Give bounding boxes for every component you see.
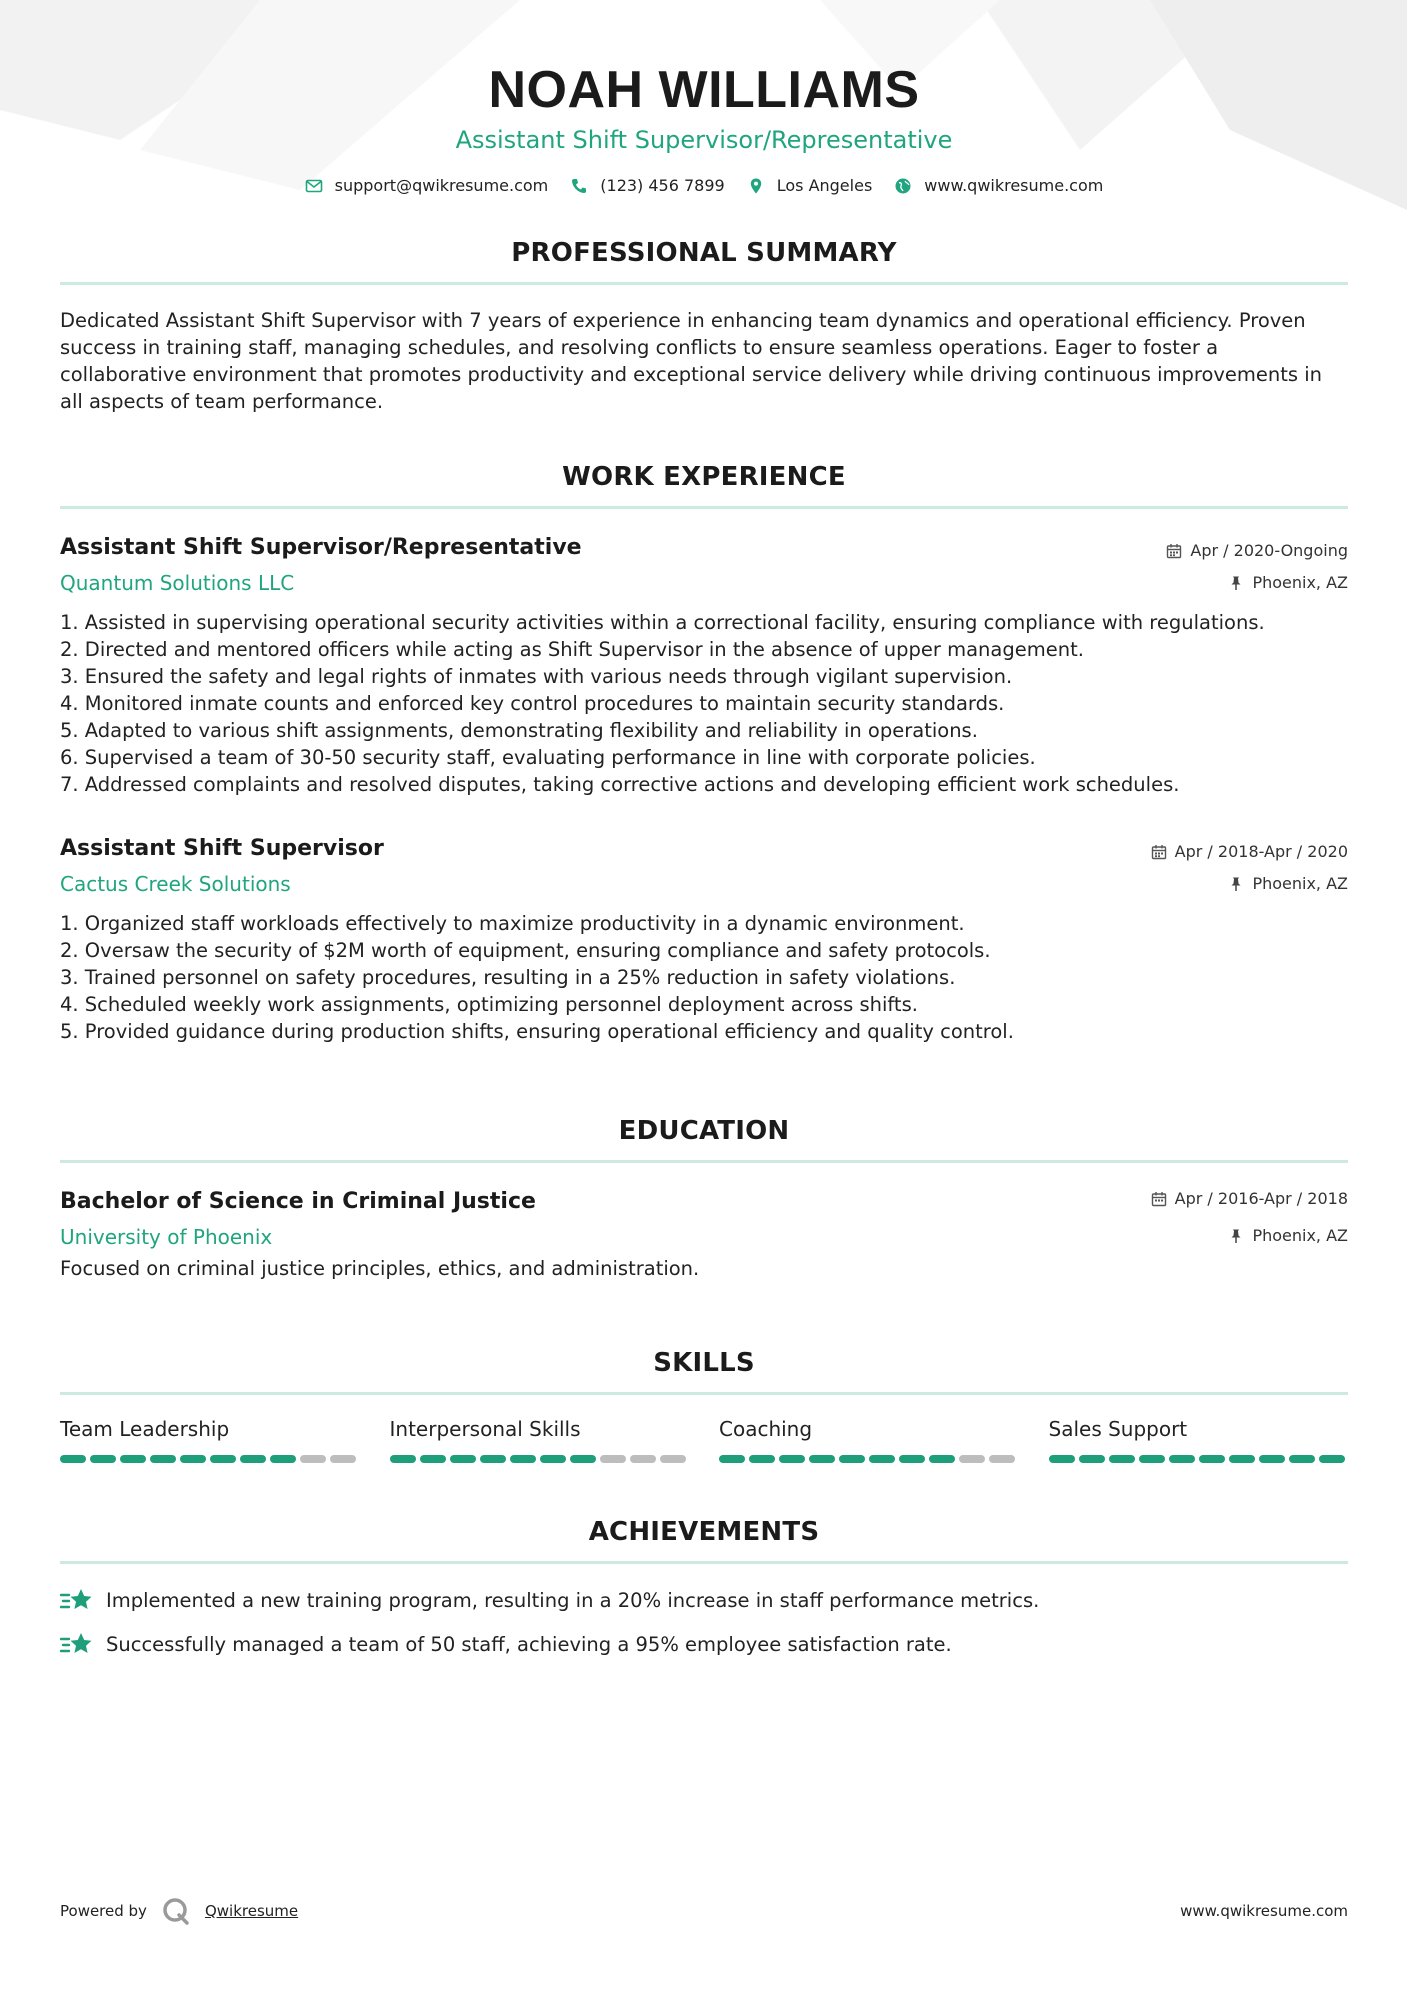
achievement-text: Implemented a new training program, resulting in a 20% increase in staff performance metrics.	[106, 1588, 1040, 1612]
skill-segment-filled	[450, 1455, 476, 1463]
skill-segment-filled	[1319, 1455, 1345, 1463]
skill-item	[719, 1415, 1019, 1463]
job-duties	[60, 910, 1348, 1045]
summary-section	[60, 236, 1348, 415]
footer-website[interactable]: www.qwikresume.com	[1180, 1902, 1348, 1920]
skill-segment-filled	[420, 1455, 446, 1463]
achievement-text: Successfully managed a team of 50 staff, achieving a 95% employee satisfaction rate.	[106, 1632, 952, 1656]
contact-email[interactable]	[305, 176, 549, 195]
star-icon	[60, 1629, 94, 1659]
education-divider	[60, 1160, 1348, 1163]
summary-divider	[60, 282, 1348, 285]
skill-segment-empty	[660, 1455, 686, 1463]
skill-segment-empty	[630, 1455, 656, 1463]
skill-segment-filled	[1199, 1455, 1225, 1463]
skill-segment-filled	[779, 1455, 805, 1463]
phone-text: (123) 456 7899	[600, 176, 725, 195]
achievements-divider	[60, 1561, 1348, 1564]
contact-phone[interactable]	[570, 176, 724, 195]
skill-segment-filled	[809, 1455, 835, 1463]
skill-segment-filled	[390, 1455, 416, 1463]
globe-icon	[894, 177, 912, 195]
list-item	[60, 1622, 1348, 1666]
skills-divider	[60, 1392, 1348, 1395]
skill-segment-empty	[330, 1455, 356, 1463]
job-location	[1228, 874, 1348, 893]
brand-link[interactable]: Qwikresume	[204, 1902, 299, 1920]
powered-by-label: Powered by	[60, 1902, 147, 1920]
education-dates	[1151, 1189, 1348, 1208]
achievements-section	[60, 1515, 1348, 1666]
education-heading: EDUCATION	[618, 1116, 790, 1146]
list-item: 1. Assisted in supervising operational security activities within a correctional facility, ensuring compliance with regulations.	[60, 611, 1265, 634]
education-description: Focused on criminal justice principles, ethics, and administration.	[60, 1257, 700, 1280]
skill-segment-filled	[749, 1455, 775, 1463]
skill-segment-filled	[510, 1455, 536, 1463]
summary-heading: PROFESSIONAL SUMMARY	[511, 238, 897, 268]
experience-divider	[60, 506, 1348, 509]
skill-level-bar	[719, 1455, 1019, 1463]
skill-segment-empty	[600, 1455, 626, 1463]
contact-website[interactable]	[894, 176, 1103, 195]
school-name: University of Phoenix	[60, 1225, 273, 1249]
skill-level-bar	[1049, 1455, 1349, 1463]
job-title: Assistant Shift Supervisor/Representative	[60, 535, 582, 560]
education-location	[1228, 1226, 1348, 1245]
job-location-text: Phoenix, AZ	[1252, 874, 1348, 893]
website-text: www.qwikresume.com	[924, 176, 1104, 195]
skill-segment-filled	[899, 1455, 925, 1463]
list-item: 2. Directed and mentored officers while acting as Shift Supervisor in the absence of upper management.	[60, 638, 1084, 661]
education-entry	[60, 1187, 1348, 1282]
skill-segment-filled	[210, 1455, 236, 1463]
list-item: 3. Trained personnel on safety procedures, resulting in a 25% reduction in safety violations.	[60, 966, 956, 989]
list-item: 6. Supervised a team of 30-50 security staff, evaluating performance in line with corporate policies.	[60, 746, 1036, 769]
envelope-icon	[305, 177, 323, 195]
location-text: Los Angeles	[776, 176, 873, 195]
skill-level-bar	[390, 1455, 690, 1463]
job-location-text: Phoenix, AZ	[1252, 573, 1348, 592]
skill-segment-filled	[90, 1455, 116, 1463]
candidate-title: Assistant Shift Supervisor/Representative	[455, 126, 953, 154]
skill-segment-filled	[1229, 1455, 1255, 1463]
qwikresume-logo-icon	[161, 1896, 191, 1926]
skill-segment-filled	[1289, 1455, 1315, 1463]
skill-segment-filled	[180, 1455, 206, 1463]
experience-heading: WORK EXPERIENCE	[562, 462, 846, 492]
job-title: Assistant Shift Supervisor	[60, 836, 384, 861]
calendar-icon	[1151, 1191, 1167, 1207]
skill-segment-filled	[1049, 1455, 1075, 1463]
job-location	[1228, 573, 1348, 592]
skill-name: Team Leadership	[60, 1417, 230, 1441]
job-dates-text: Apr / 2018-Apr / 2020	[1174, 842, 1348, 861]
contact-bar	[60, 176, 1348, 195]
skill-name: Interpersonal Skills	[389, 1417, 581, 1441]
resume-page	[60, 0, 1348, 1656]
pushpin-icon	[1228, 1228, 1244, 1244]
pushpin-icon	[1228, 876, 1244, 892]
star-icon	[60, 1585, 94, 1615]
page-footer	[60, 1896, 1348, 1926]
contact-location	[747, 176, 873, 195]
achievements-heading: ACHIEVEMENTS	[588, 1517, 820, 1547]
skill-segment-filled	[839, 1455, 865, 1463]
candidate-name: NOAH WILLIAMS	[488, 61, 920, 119]
list-item: 5. Provided guidance during production shifts, ensuring operational efficiency and quality control.	[60, 1020, 1014, 1043]
skill-segment-filled	[240, 1455, 266, 1463]
experience-section	[60, 460, 1348, 509]
education-location-text: Phoenix, AZ	[1252, 1226, 1348, 1245]
list-item	[60, 1578, 1348, 1622]
achievements-list	[60, 1578, 1348, 1666]
list-item: 3. Ensured the safety and legal rights of inmates with various needs through vigilant supervision.	[60, 665, 1013, 688]
phone-icon	[570, 177, 588, 195]
skills-list	[60, 1415, 1348, 1463]
list-item: 4. Monitored inmate counts and enforced key control procedures to maintain security standards.	[60, 692, 1005, 715]
skill-segment-filled	[1169, 1455, 1195, 1463]
map-pin-icon	[747, 177, 765, 195]
skill-segment-filled	[869, 1455, 895, 1463]
skill-segment-filled	[1079, 1455, 1105, 1463]
skill-segment-filled	[480, 1455, 506, 1463]
skill-segment-filled	[120, 1455, 146, 1463]
list-item: 4. Scheduled weekly work assignments, optimizing personnel deployment across shifts.	[60, 993, 918, 1016]
skill-segment-filled	[60, 1455, 86, 1463]
skill-segment-filled	[270, 1455, 296, 1463]
skill-name: Coaching	[719, 1417, 813, 1441]
list-item: 5. Adapted to various shift assignments, demonstrating flexibility and reliability in operations.	[60, 719, 978, 742]
email-text: support@qwikresume.com	[334, 176, 549, 195]
summary-text: Dedicated Assistant Shift Supervisor with 7 years of experience in enhancing team dynamics and operational efficiency. Proven success in training staff, managing schedules, and resolving conflicts to ensure seamless operations. Eager to foster a collaborative environment that promotes productivity and exceptional service delivery while driving continuous improvements in all aspects of team performance.	[60, 309, 1323, 413]
skill-segment-filled	[1109, 1455, 1135, 1463]
skills-section	[60, 1346, 1348, 1463]
skill-segment-empty	[959, 1455, 985, 1463]
resume-header	[60, 0, 1348, 195]
job-dates	[1166, 541, 1348, 560]
skill-name: Sales Support	[1048, 1417, 1188, 1441]
pushpin-icon	[1228, 575, 1244, 591]
skill-segment-empty	[989, 1455, 1015, 1463]
skill-level-bar	[60, 1455, 360, 1463]
job-dates-text: Apr / 2020-Ongoing	[1190, 541, 1348, 560]
education-section	[60, 1114, 1348, 1163]
skill-segment-filled	[570, 1455, 596, 1463]
skill-item	[60, 1415, 360, 1463]
job-entry	[60, 533, 1348, 798]
job-entry	[60, 834, 1348, 1045]
skill-segment-filled	[929, 1455, 955, 1463]
skill-item	[390, 1415, 690, 1463]
calendar-icon	[1166, 543, 1182, 559]
skill-item	[1049, 1415, 1349, 1463]
skill-segment-empty	[300, 1455, 326, 1463]
list-item: 7. Addressed complaints and resolved disputes, taking corrective actions and developing efficient work schedules.	[60, 773, 1180, 796]
skill-segment-filled	[1139, 1455, 1165, 1463]
list-item: 2. Oversaw the security of $2M worth of equipment, ensuring compliance and safety protocols.	[60, 939, 991, 962]
skill-segment-filled	[540, 1455, 566, 1463]
skills-heading: SKILLS	[653, 1348, 755, 1378]
skill-segment-filled	[150, 1455, 176, 1463]
education-dates-text: Apr / 2016-Apr / 2018	[1174, 1189, 1348, 1208]
job-company: Cactus Creek Solutions	[60, 872, 291, 896]
list-item: 1. Organized staff workloads effectively to maximize productivity in a dynamic environment.	[60, 912, 965, 935]
job-company: Quantum Solutions LLC	[60, 571, 295, 595]
skill-segment-filled	[1259, 1455, 1285, 1463]
job-duties	[60, 609, 1348, 798]
calendar-icon	[1151, 844, 1167, 860]
job-dates	[1151, 842, 1348, 861]
degree-title: Bachelor of Science in Criminal Justice	[60, 1189, 536, 1214]
skill-segment-filled	[719, 1455, 745, 1463]
